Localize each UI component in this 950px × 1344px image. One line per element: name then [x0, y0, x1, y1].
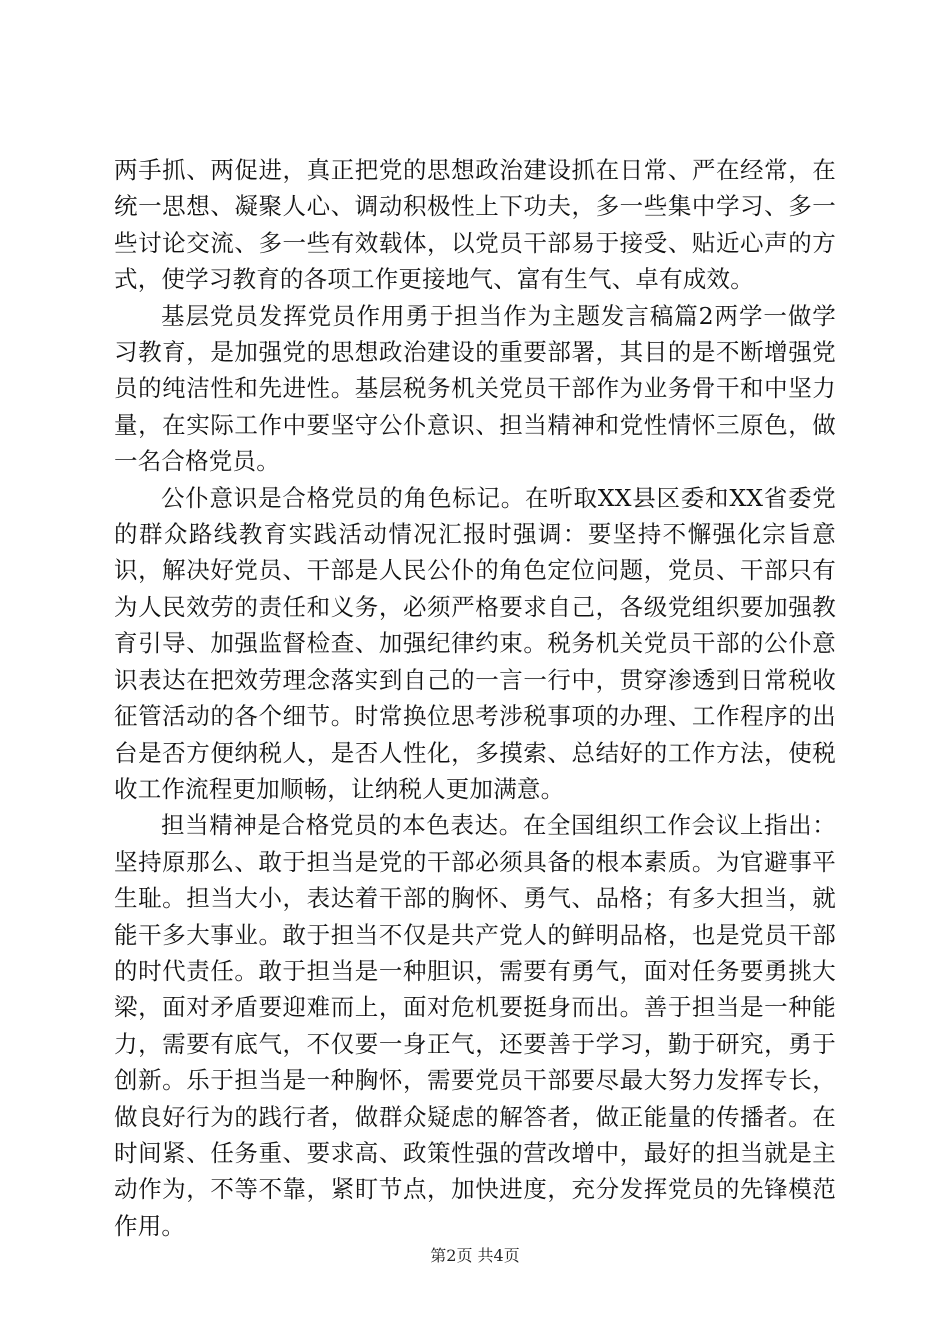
paragraph-responsibility: 担当精神是合格党员的本色表达。在全国组织工作会议上指出：坚持原那么、敢于担当是党的干部必须具备的根本素质。为官避事平生耻。担当大小，表达着干部的胸怀、勇气、品格；有多大担当，就能干多大事业。敢于担当不仅是共产党人的鲜明品格，也是党员干部的时代责任。敢于担当是一种胆识，需要有勇气，面对任务要勇挑大梁，面对矛盾要迎难而上，面对危机要挺身而出。善于担当是一种能力，需要有底气，不仅要一身正气，还要善于学习，勤于研究，勇于创新。乐于担当是一种胸怀，需要党员干部要尽最大努力发挥专长，做良好行为的践行者，做群众疑虑的解答者，做正能量的传播者。在时间紧、任务重、要求高、政策性强的营改增中，最好的担当就是主动作为，不等不靠，紧盯节点，加快进度，充分发挥党员的先锋模范作用。 — [114, 811, 836, 1240]
page-number-footer: 第2页 共4页 — [430, 1246, 520, 1265]
paragraph-continuation: 两手抓、两促进，真正把党的思想政治建设抓在日常、严在经常，在统一思想、凝聚人心、调动积极性上下功夫，多一些集中学习、多一些讨论交流、多一些有效载体，以党员干部易于接受、贴近心声的方式，使学习教育的各项工作更接地气、富有生气、卓有成效。 — [114, 156, 836, 294]
paragraph-speech-intro: 基层党员发挥党员作用勇于担当作为主题发言稿篇2两学一做学习教育，是加强党的思想政治建设的重要部署，其目的是不断增强党员的纯洁性和先进性。基层税务机关党员干部作为业务骨干和中坚力量，在实际工作中要坚守公仆意识、担当精神和党性情怀三原色，做一名合格党员。 — [114, 301, 836, 476]
document-body — [114, 152, 836, 1244]
paragraph-public-servant: 公仆意识是合格党员的角色标记。在听取XX县区委和XX省委党的群众路线教育实践活动情况汇报时强调：要坚持不懈强化宗旨意识，解决好党员、干部是人民公仆的角色定位问题，党员、干部只有为人民效劳的责任和义务，必须严格要求自己，各级党组织要加强教育引导、加强监督检查、加强纪律约束。税务机关党员干部的公仆意识表达在把效劳理念落实到自己的一言一行中，贯穿渗透到日常税收征管活动的各个细节。时常换位思考涉税事项的办理、工作程序的出台是否方便纳税人，是否人性化，多摸索、总结好的工作方法，使税收工作流程更加顺畅，让纳税人更加满意。 — [114, 483, 836, 803]
